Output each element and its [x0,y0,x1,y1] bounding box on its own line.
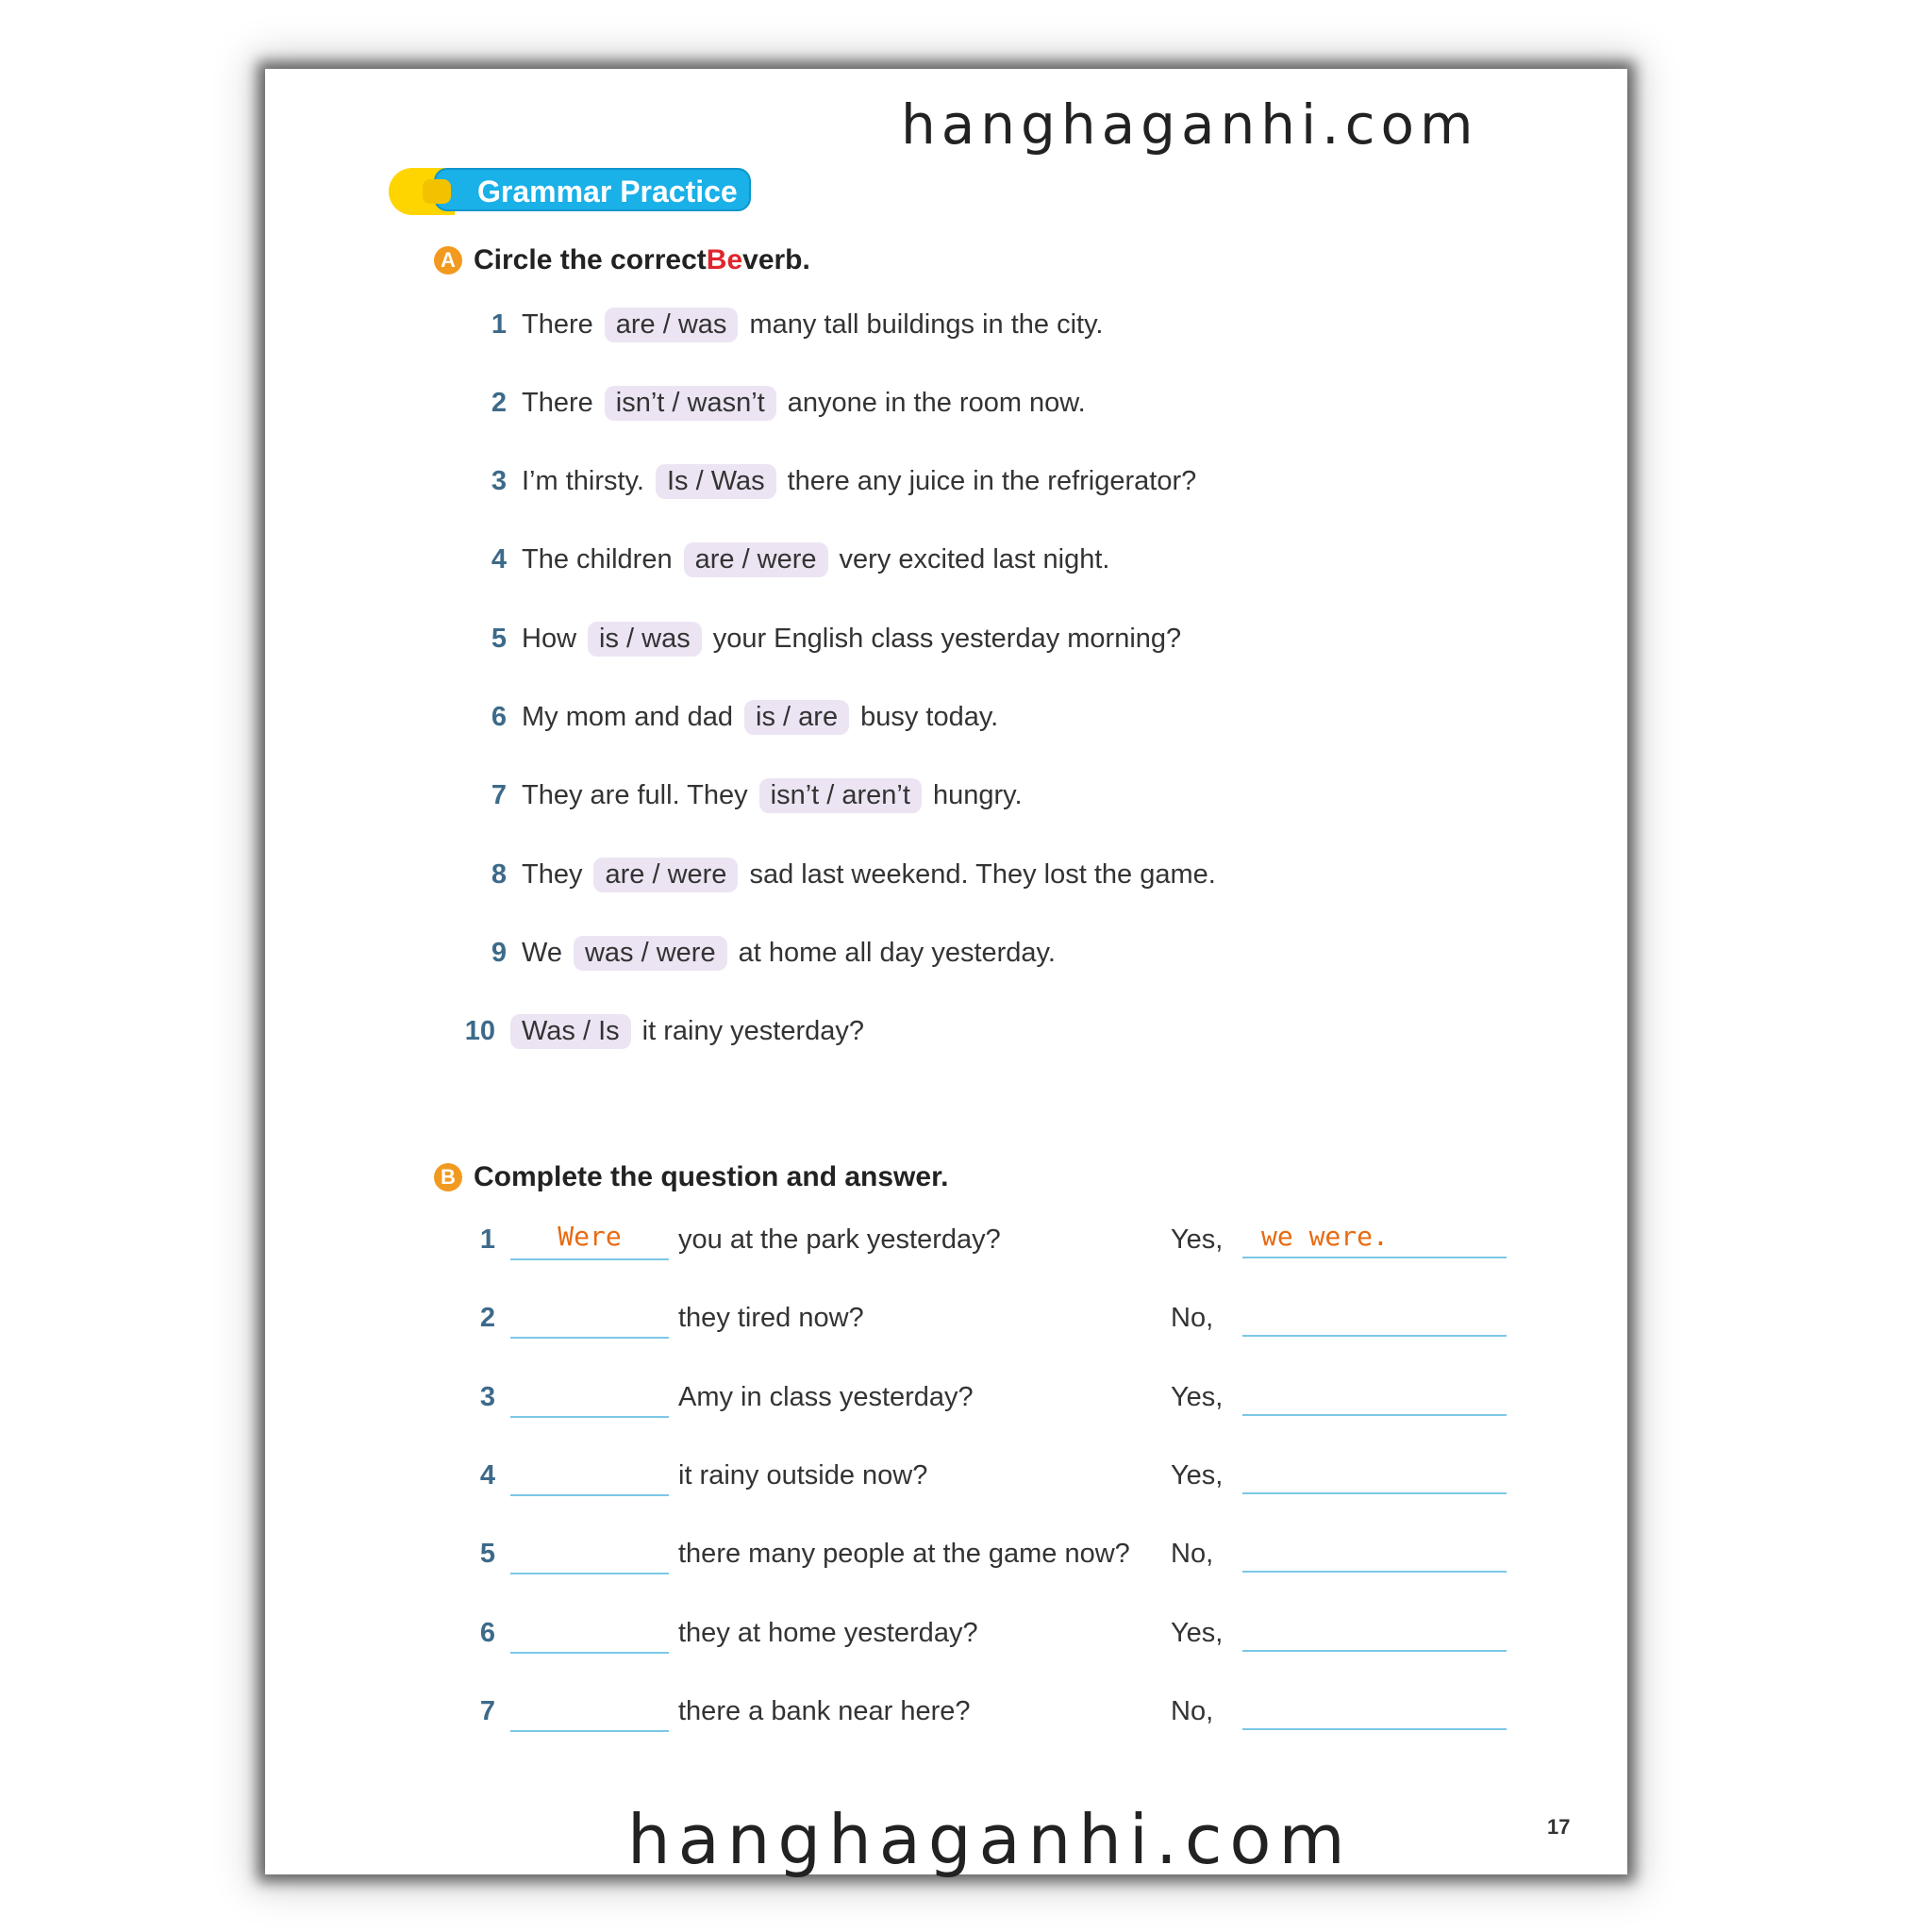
section-a-item [471,775,1023,817]
page-number: 17 [1547,1815,1571,1839]
section-a-item [471,540,1109,581]
question-blank[interactable] [510,1378,669,1418]
section-b-title: Complete the question and answer. [474,1161,949,1192]
section-a-item [471,932,1056,974]
item-number: 3 [491,466,507,497]
grammar-practice-banner [389,168,751,215]
question-text: it rainy outside now? [678,1459,928,1491]
question-blank[interactable] [510,1299,669,1339]
item-number: 2 [491,387,507,418]
section-a-item [471,854,1216,895]
item-number: 9 [491,937,507,968]
section-a-item [471,461,1196,503]
item-text-before: There [522,387,593,418]
item-number: 5 [491,623,507,654]
answer-yes-no: Yes, [1171,1381,1224,1412]
item-text-after: it rainy yesterday? [641,1016,864,1047]
be-verb-choice[interactable]: is / are [744,700,849,735]
item-number: 7 [491,780,507,811]
item-number: 6 [491,702,507,732]
be-verb-choice[interactable]: Is / Was [656,464,776,499]
answer-yes-no: No, [1171,1303,1214,1334]
banner-knob-icon [423,179,451,204]
banner-label: Grammar Practice [434,168,751,211]
question-text: you at the park yesterday? [678,1224,1001,1255]
answer-yes-no: Yes, [1171,1617,1224,1648]
be-verb-choice[interactable]: are / were [684,542,828,577]
section-a-title-post: verb. [742,244,810,275]
answer-blank[interactable] [1242,1299,1507,1337]
item-text-after: your English class yesterday morning? [712,623,1182,654]
answer-blank[interactable] [1242,1457,1507,1494]
item-text-after: hungry. [932,780,1023,811]
item-number: 1 [479,1224,495,1255]
question-blank[interactable]: Were [510,1221,669,1260]
item-number: 3 [479,1381,495,1412]
item-text-before: My mom and dad [522,702,734,732]
question-text: there many people at the game now? [678,1539,1130,1570]
question-blank[interactable] [510,1535,669,1574]
item-text-after: many tall buildings in the city. [749,308,1104,340]
watermark-bottom: hanghaganhi.com [627,1800,1353,1879]
be-verb-choice[interactable]: isn’t / wasn’t [605,386,776,421]
answer-yes-no: No, [1171,1539,1214,1570]
be-verb-choice[interactable]: was / were [574,936,727,971]
section-a-heading [434,244,810,276]
section-a-item [471,382,1086,424]
question-text: there a bank near here? [678,1695,971,1726]
section-a-item [471,618,1181,659]
be-verb-choice[interactable]: are / were [593,858,738,892]
answer-blank[interactable] [1242,1378,1507,1416]
section-a-title-pre: Circle the correct [474,244,707,275]
item-text-before: They [522,858,583,890]
section-a-item [459,1011,864,1053]
section-b-badge: B [434,1163,462,1191]
item-text-after: at home all day yesterday. [738,937,1056,968]
section-b-item [459,1457,1516,1498]
answer-yes-no: No, [1171,1695,1214,1726]
question-blank[interactable] [510,1692,669,1732]
answer-yes-no: Yes, [1171,1459,1224,1491]
section-b-item [459,1614,1516,1656]
section-a-title-highlight: Be [706,244,743,275]
question-text: they at home yesterday? [678,1617,978,1648]
item-number: 10 [464,1016,495,1047]
answer-blank[interactable] [1242,1614,1507,1652]
item-number: 2 [479,1303,495,1334]
item-text-before: We [522,937,562,968]
item-number: 6 [479,1617,495,1648]
item-number: 8 [491,858,507,890]
section-b-item [459,1299,1516,1341]
be-verb-choice[interactable]: Was / Is [510,1014,631,1049]
section-b-item [459,1535,1516,1576]
be-verb-choice[interactable]: are / was [605,308,739,342]
item-number: 4 [491,544,507,575]
be-verb-choice[interactable]: isn’t / aren’t [759,778,922,813]
answer-blank[interactable] [1242,1535,1507,1573]
section-a-item [471,304,1103,345]
question-text: Amy in class yesterday? [678,1381,974,1412]
section-b-item [459,1221,1516,1262]
section-b-item [459,1692,1516,1734]
section-a-item [471,697,998,739]
question-blank[interactable] [510,1457,669,1496]
item-number: 1 [491,308,507,340]
item-number: 4 [479,1459,495,1491]
item-text-before: There [522,308,593,340]
item-text-before: The children [522,544,673,575]
item-text-before: How [522,623,577,654]
item-text-after: very excited last night. [839,544,1110,575]
section-a-badge: A [434,246,462,275]
be-verb-choice[interactable]: is / was [588,622,702,657]
item-text-after: anyone in the room now. [787,387,1086,418]
answer-blank[interactable] [1242,1692,1507,1730]
item-number: 5 [479,1539,495,1570]
answer-blank[interactable]: we were. [1242,1221,1507,1258]
question-text: they tired now? [678,1303,864,1334]
section-b-item [459,1378,1516,1420]
question-blank[interactable] [510,1614,669,1654]
item-number: 7 [479,1695,495,1726]
item-text-before: They are full. They [522,780,748,811]
item-text-after: busy today. [860,702,999,732]
item-text-before: I’m thirsty. [522,466,644,497]
item-text-after: sad last weekend. They lost the game. [749,858,1216,890]
answer-yes-no: Yes, [1171,1224,1224,1255]
watermark-top: hanghaganhi.com [901,92,1479,157]
item-text-after: there any juice in the refrigerator? [787,466,1197,497]
section-b-heading [434,1161,948,1193]
